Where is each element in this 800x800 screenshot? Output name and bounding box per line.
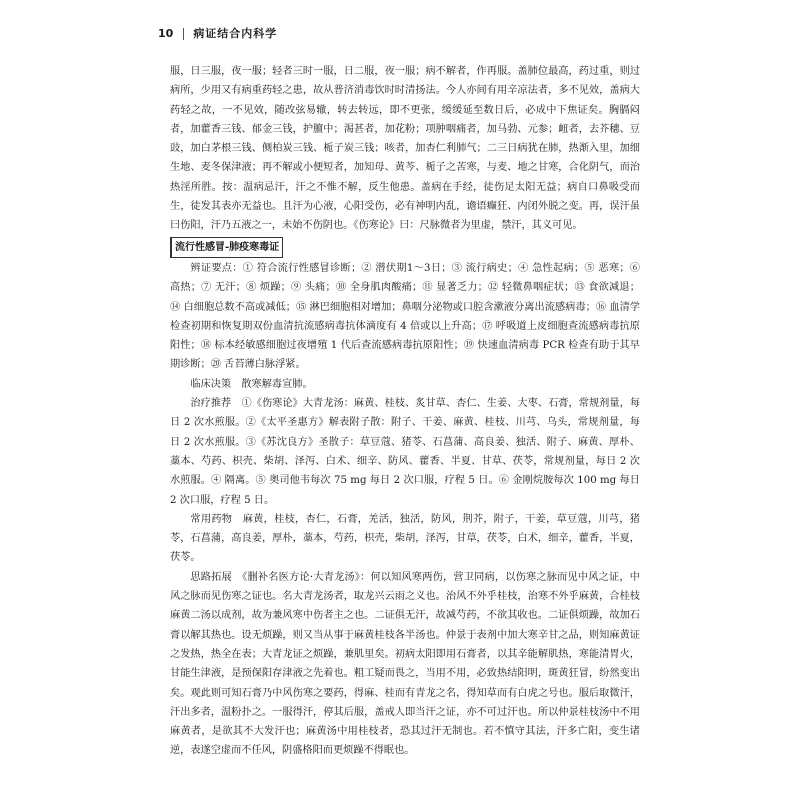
- section-title: 流行性感冒-肺疫寒毒证: [170, 237, 283, 258]
- header-divider: [183, 28, 184, 40]
- intro-paragraph: 服，日三服，夜一服；轻者三时一服，日二服，夜一服；病不解者，作再服。盖肺位最高，药过重，则过病所，少用又有病重药轻之患，故从普济消毒饮时时清扬法。今人亦间有用辛凉法者，多不见效，盖病大药轻之故，一不见效，随改弦易辙，转去转远，即不更张，缓缓延至数日后，必成中下焦证矣。胸膈闷者，加藿香三钱、郁金三钱，护膻中；渴甚者，加花粉；项肿咽痛者，加马勃、元参；衄者，去芥穗、豆豉，加白茅根三钱、侧柏炭三钱、栀子炭三钱；咳者，加杏仁利肺气；二三日病犹在肺，热渐入里，加细生地、麦冬保津液；再不解或小便短者，加知母、黄芩、栀子之苦寒，与麦、地之甘寒，合化阴气，而治热淫所胜。按：温病忌汗，汗之不惟不解，反生他患。盖病在手经，徒伤足太阳无益；病自口鼻吸受而生，徒发其表亦无益也。且汗为心液，心阳受伤，必有神明内乱，谵语癫狂、内闭外脱之变。再，误汗虽曰伤阳，汗乃五液之一，未始不伤阴也。《伤寒论》曰：尺脉微者为里虚，禁汗，其义可见。: [170, 66, 640, 232]
- common-drugs-paragraph: [170, 510, 640, 568]
- page-header: [158, 24, 678, 44]
- book-title: 病证结合内科学: [193, 27, 278, 40]
- diagnosis-paragraph: [170, 259, 640, 375]
- common-drugs-text: 麻黄，桂枝，杏仁，石膏，羌活，独活，防风，荆芥，附子，干姜，草豆蔻，川芎，猪苓，石菖蒲，高良姜，厚朴，藁本，芍药，枳壳，柴胡，泽泻，甘草，茯苓，白术，细辛，藿香，半夏，茯苓。: [170, 513, 640, 564]
- treatment-text: ①《伤寒论》大青龙汤：麻黄、桂枝、炙甘草、杏仁、生姜、大枣、石膏，常规剂量，每日 2 次水煎服。②《太平圣惠方》解表附子散：附子、干姜、麻黄、桂枝、川芎、乌头，常规剂量，每日 2 次水煎服。③《苏沈良方》圣散子：草豆蔻、猪苓、石菖蒲、高良姜、独活、附子、麻黄、厚朴、藁本、芍药、枳壳、柴胡、泽泻、白术、细辛、防风、藿香、半夏、甘草、茯苓，常规剂量，每日 2 次水煎服。④ 隔离。⑤ 奥司他韦每次 75 mg 每日 2 次口服，疗程 5 日。⑥ 金刚烷胺每次 100 mg 每日 2 次口服，疗程 5 日。: [170, 398, 641, 506]
- section-heading-row: [170, 236, 640, 259]
- page-body: [170, 62, 640, 761]
- thoughts-text: 《删补名医方论·大青龙汤》：何以知风寒两伤，营卫同病，以伤寒之脉而见中风之证，中风之脉而见伤寒之证也。名大青龙汤者，取龙兴云雨之义也。治风不外乎桂枝，治寒不外乎麻黄，合桂枝麻黄二汤以成剂，故为兼风寒中伤者主之也。二证俱无汗，故减芍药，不欲其收也。二证俱烦躁，故加石膏以解其热也。设无烦躁，则又当从事于麻黄桂枝各半汤也。仲景于表剂中加大寒辛甘之品，则知麻黄证之发热，热全在表；大青龙证之烦躁，兼肌里矣。初病太阳即用石膏者，以其辛能解肌热，寒能清胃火，甘能生津液，是预保阳存津液之先着也。粗工疑而畏之，当用不用，必致热结阳明，斑黄狂冒，纷然变出矣。观此则可知石膏乃中风伤寒之要药，得麻、桂而有青龙之名，得知草而有白虎之号也。服后取微汗，汗出多者，温粉扑之。一服得汗，停其后服，盖戒人即当汗之证，亦不可过汗也。所以仲景桂枝汤中不用麻黄者，是欲其不大发汗也；麻黄汤中用桂枝者，恐其过汗无制也。若不慎守其法，汗多亡阳，变生诸逆，表遂空虚而不任风，阴盛格阳而更烦躁不得眠也。: [170, 571, 640, 757]
- treatment-paragraph: [170, 394, 640, 510]
- diagnosis-label: 辨证要点：: [190, 262, 243, 274]
- decision-label: 临床决策: [190, 378, 242, 390]
- decision-paragraph: [170, 375, 640, 394]
- common-drugs-label: 常用药物: [190, 513, 243, 525]
- thoughts-paragraph: [170, 568, 640, 761]
- page-number: 10: [158, 27, 174, 40]
- thoughts-label: 思路拓展: [190, 571, 243, 583]
- treatment-label: 治疗推荐: [190, 398, 242, 410]
- decision-text: 散寒解毒宣肺。: [241, 378, 313, 390]
- diagnosis-text: ① 符合流行性感冒诊断；② 潜伏期1～3日；③ 流行病史；④ 急性起病；⑤ 恶寒；⑥ 高热；⑦ 无汗；⑧ 烦躁；⑨ 头痛；⑩ 全身肌肉酸痛；⑪ 显著乏力；⑫ 轻微鼻咽症状；⑬ 食欲减退；⑭ 白细胞总数不高或减低；⑮ 淋巴细胞相对增加；鼻咽分泌物或口腔含漱液分离出流感病毒；⑯ 血清学检查初期和恢复期双份血清抗流感病毒抗体滴度有 4 倍或以上升高；⑰ 呼吸道上皮细胞查流感病毒抗原阳性；⑱ 标本经敏感细胞过夜增殖 1 代后查流感病毒抗原阳性；⑲ 快速血清病毒 PCR 检查有助于其早期诊断；⑳ 舌苔薄白脉浮紧。: [170, 262, 641, 371]
